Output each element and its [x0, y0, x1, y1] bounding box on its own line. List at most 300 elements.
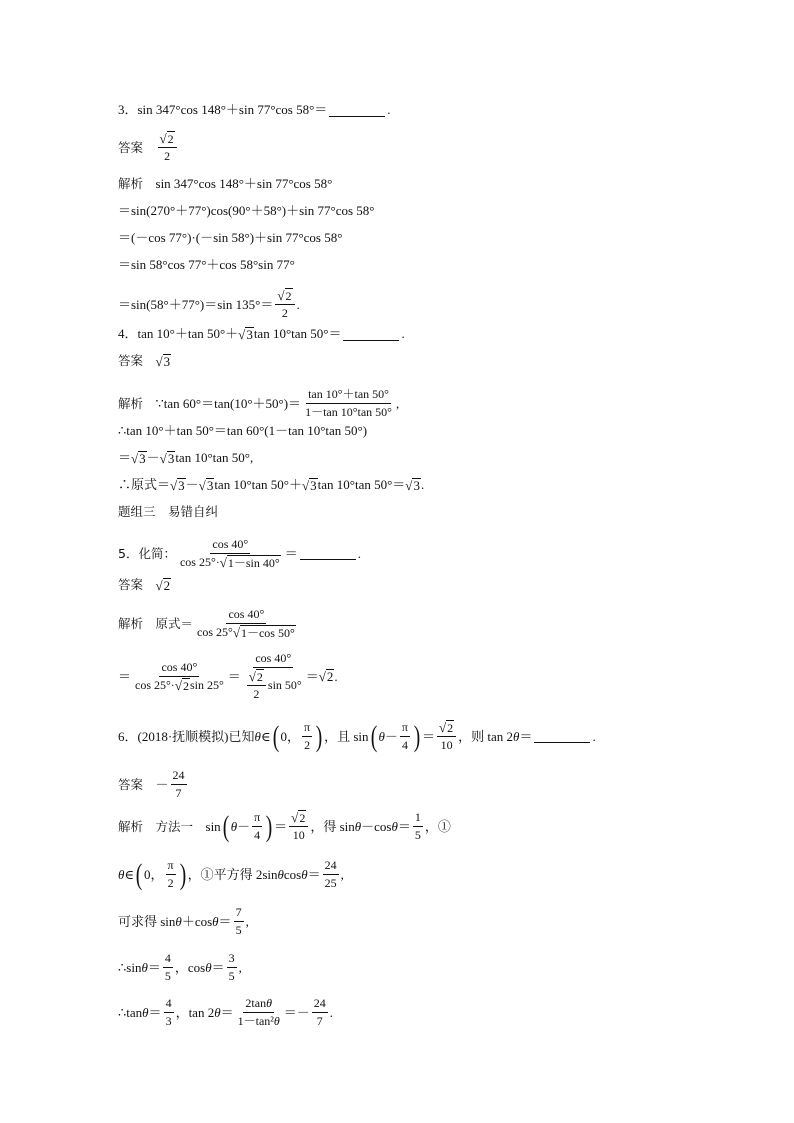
text-run: 答案 [118, 577, 156, 592]
text-run: － [384, 728, 398, 744]
text-run: 5．化简： [118, 545, 176, 561]
problem-5 [118, 537, 754, 570]
radicand: 3 [206, 477, 214, 493]
text-run: 1－tan 10°tan 50° [305, 405, 392, 419]
text-run: ＝sin(270°＋77°)cos(90°＋58°)＋sin 77°cos 58° [118, 203, 375, 218]
text-run: 可求得 sin [118, 913, 176, 929]
problem-3 [118, 102, 754, 118]
fraction-denominator [166, 875, 176, 891]
radicand: 2 [285, 289, 292, 303]
text-run: － [185, 477, 199, 492]
fraction [195, 607, 298, 640]
square-root [291, 810, 306, 825]
fraction-denominator [178, 554, 283, 570]
text-run: ＝ [118, 668, 132, 684]
fraction-numerator [164, 996, 174, 1013]
radical-sign-icon: √ [159, 450, 167, 466]
fraction-denominator [195, 624, 298, 640]
fraction-denominator [251, 686, 261, 702]
fraction [158, 131, 177, 164]
text-run: . [592, 728, 596, 744]
radicand: 3 [246, 326, 253, 342]
radical-sign-icon: √ [155, 353, 163, 369]
math-expression [118, 131, 179, 164]
radicand: 3 [139, 450, 146, 466]
section-heading [118, 504, 754, 520]
text-run: θ [141, 959, 148, 975]
fraction-numerator [400, 720, 410, 737]
analysis-3-3 [118, 230, 754, 246]
text-run: 1 [414, 810, 421, 824]
text-run: θ [214, 1004, 221, 1020]
fraction-numerator [323, 858, 339, 875]
math-expression [118, 858, 344, 891]
text-run: cos 25° [197, 625, 233, 639]
math-expression [118, 450, 253, 466]
analysis-6-5 [118, 996, 754, 1029]
text-run: , [245, 913, 249, 929]
analysis-6-2 [118, 858, 754, 891]
text-run: θ [212, 913, 219, 929]
fraction-numerator [253, 651, 293, 668]
text-run: cos [283, 866, 302, 882]
left-paren-icon: ( [135, 857, 143, 891]
answer-5 [118, 577, 754, 593]
fraction-denominator [243, 668, 304, 702]
text-run: sin 347°cos 148°＋sin 77°cos 58° [155, 176, 333, 191]
text-run: 7 [316, 1014, 323, 1028]
analysis-6-4 [118, 951, 754, 984]
text-run: θ [354, 818, 362, 834]
square-root [439, 720, 454, 735]
radicand: 3 [178, 477, 185, 493]
text-run: 答案 [118, 776, 156, 792]
text-run: . [387, 102, 391, 117]
math-expression [118, 176, 332, 192]
fraction [303, 387, 394, 420]
text-run: θ [205, 959, 212, 975]
fraction [178, 537, 283, 570]
text-run: ∴原式＝ [118, 477, 171, 492]
fraction-numerator [252, 810, 262, 827]
text-run: ∴sin [118, 959, 142, 975]
radicand: 2 [326, 669, 334, 684]
answer-blank [300, 547, 356, 560]
text-run: 0， [280, 728, 301, 744]
fraction [312, 996, 328, 1029]
text-run: θ [391, 818, 398, 834]
text-run: 解析 [118, 176, 156, 191]
fraction-numerator [159, 660, 199, 677]
analysis-3-2 [118, 203, 754, 219]
math-expression [118, 423, 367, 439]
analysis-3-1 [118, 176, 754, 192]
answer-blank [343, 328, 399, 341]
text-run: ∈ [124, 866, 135, 882]
text-run: ＝ [148, 1004, 162, 1020]
fraction-denominator [315, 1013, 325, 1029]
radicand: 2 [163, 577, 171, 593]
fraction [302, 720, 312, 753]
text-run: 5 [414, 828, 421, 842]
math-expression [118, 477, 424, 493]
fraction-numerator [166, 858, 176, 875]
text-run: . [329, 1004, 334, 1020]
text-run: 2 [281, 306, 288, 320]
math-expression [118, 102, 391, 118]
radical-sign-icon: √ [159, 131, 167, 146]
math-expression [118, 504, 218, 520]
text-run: , [238, 959, 242, 975]
fraction [275, 288, 294, 321]
left-paren-icon: ( [222, 809, 229, 843]
fraction-denominator [323, 875, 339, 891]
fraction-numerator [163, 951, 173, 968]
math-expression [118, 768, 189, 801]
analysis-5-2 [118, 651, 754, 702]
text-run: ∴tan [118, 1004, 143, 1020]
text-run: 10 [292, 828, 305, 842]
radical-sign-icon: √ [301, 477, 310, 493]
fraction-numerator [226, 607, 266, 624]
right-paren-icon: ) [413, 719, 421, 753]
text-run: 25 [324, 876, 337, 890]
text-run: 4 [164, 951, 171, 965]
fraction [164, 996, 174, 1029]
text-run: ，tan 2 [175, 1004, 215, 1020]
fraction-denominator [236, 1013, 282, 1029]
text-run: sin [205, 818, 221, 834]
text-run: θ [118, 866, 125, 882]
fraction-denominator [439, 737, 455, 753]
text-run: 4 [165, 996, 172, 1010]
math-expression [118, 326, 405, 342]
fraction-numerator [312, 996, 328, 1013]
text-run: 7 [175, 786, 182, 800]
answer-blank [329, 104, 385, 117]
radicand: 1－sin 40° [227, 556, 280, 570]
fraction [400, 720, 410, 753]
radical-sign-icon: √ [318, 669, 326, 684]
fraction-numerator [275, 288, 294, 305]
text-run: － [146, 450, 160, 465]
radicand: 2 [182, 679, 189, 693]
text-run: 5 [164, 969, 171, 983]
fraction-numerator [302, 720, 312, 737]
text-run: ＝ [218, 913, 232, 929]
text-run: 24 [172, 768, 185, 782]
text-run: θ [142, 1004, 149, 1020]
radical-sign-icon: √ [155, 577, 163, 593]
text-run: 4 [401, 738, 408, 752]
text-run: cos 25°· [135, 678, 175, 692]
fraction-denominator [133, 677, 226, 693]
text-run: ＝－ [283, 1004, 310, 1020]
square-root [175, 678, 190, 693]
text-run: 0， [144, 866, 164, 882]
text-run: θ [175, 913, 182, 929]
text-run: π [254, 810, 261, 824]
text-run: . [420, 477, 425, 492]
math-expression [118, 537, 361, 570]
text-run: tan 10°tan 50°＝ [317, 477, 406, 492]
answer-3 [118, 131, 754, 164]
radical-sign-icon: √ [174, 678, 182, 693]
text-run: ＝ [227, 668, 241, 684]
analysis-6-3 [118, 905, 754, 938]
text-run: π [167, 858, 174, 872]
radicand: 2 [256, 670, 263, 684]
fraction [166, 858, 176, 891]
text-run: tan 10°tan 50°＝ [253, 326, 342, 341]
text-run: 2 [253, 687, 260, 701]
text-run: ＝ [220, 1004, 234, 1020]
math-expression [118, 577, 171, 593]
text-run: 24 [324, 858, 337, 872]
text-run: ，且 sin [324, 728, 369, 744]
analysis-4-4 [118, 477, 754, 493]
square-root [156, 354, 172, 369]
text-run: ∈ [260, 728, 271, 744]
text-run: 5 [235, 923, 242, 937]
fraction-numerator [437, 720, 456, 737]
math-expression [118, 951, 242, 984]
square-root [170, 478, 186, 493]
text-run: θ [273, 1014, 280, 1028]
text-run: . [296, 296, 300, 312]
radical-sign-icon: √ [198, 477, 206, 493]
text-run: 4 [254, 828, 261, 842]
right-paren-icon: ) [179, 857, 186, 891]
fraction-denominator [234, 922, 244, 938]
fraction-numerator [413, 810, 423, 827]
text-run: 3 [165, 1014, 172, 1028]
text-run: ＝(－cos 77°)·(－sin 58°)＋sin 77°cos 58° [118, 230, 343, 245]
text-run: tan 10°tan 50°, [175, 450, 254, 465]
text-run: ，① [424, 818, 451, 834]
text-run: θ [513, 728, 520, 744]
fraction-numerator [227, 951, 237, 968]
answer-6 [118, 768, 754, 801]
square-root [220, 555, 281, 570]
square-root [302, 478, 318, 493]
text-run: . [401, 326, 405, 341]
text-run: ，得 sin [310, 818, 355, 834]
fraction [243, 651, 304, 702]
analysis-4-1 [118, 387, 754, 420]
fraction [133, 660, 226, 693]
square-root [131, 451, 147, 466]
text-run: － [155, 776, 169, 792]
fraction-denominator [162, 148, 172, 164]
text-run: θ [266, 996, 272, 1010]
radical-sign-icon: √ [232, 625, 240, 640]
text-run: 2 [164, 149, 171, 163]
text-run: π [401, 720, 408, 734]
fraction-denominator [164, 1013, 174, 1029]
math-expression [118, 651, 338, 702]
text-run: ＝ [421, 728, 435, 744]
square-root [160, 451, 176, 466]
text-run: ＝sin 58°cos 77°＋cos 58°sin 77° [118, 257, 295, 272]
text-run: cos 40° [228, 607, 265, 621]
text-run: ∴tan 10°＋tan 50°＝tan 60°(1－tan 10°tan 50°) [118, 423, 368, 438]
fraction-denominator [227, 968, 237, 984]
text-run: 2 [167, 876, 174, 890]
fraction-numerator [289, 810, 308, 827]
text-run: cos 40° [255, 651, 292, 665]
text-run: θ [277, 866, 284, 882]
fraction [289, 810, 308, 843]
text-run: 3 [228, 951, 235, 965]
text-run: sin 50° [267, 678, 302, 692]
radical-sign-icon: √ [405, 477, 413, 493]
analysis-4-3 [118, 450, 754, 466]
math-expression [118, 905, 249, 938]
math-expression [118, 257, 295, 273]
square-root [277, 288, 292, 303]
math-expression [118, 353, 171, 369]
fraction [171, 768, 187, 801]
left-paren-icon: ( [272, 719, 279, 753]
text-run: 解析 原式＝ [118, 615, 194, 631]
answer-blank [534, 730, 590, 743]
radical-sign-icon: √ [291, 810, 299, 825]
text-run: ，①平方得 2sin [187, 866, 278, 882]
square-root [199, 478, 215, 493]
text-run: 3．sin 347°cos 148°＋sin 77°cos 58°＝ [118, 102, 328, 117]
fraction-numerator [234, 905, 244, 922]
text-run: 5 [228, 969, 235, 983]
text-run: ＝ [519, 728, 533, 744]
fraction-numerator [171, 768, 187, 785]
math-expression [118, 996, 333, 1029]
analysis-5-1 [118, 607, 754, 640]
text-run: ＝ [211, 959, 225, 975]
radicand: 2 [299, 811, 306, 825]
radical-sign-icon: √ [248, 669, 256, 684]
fraction [236, 996, 282, 1029]
text-run: , [340, 866, 344, 882]
text-run: θ [230, 818, 238, 834]
answer-4 [118, 353, 754, 369]
text-run: cos 40° [161, 660, 198, 674]
text-run: sin 25° [189, 678, 224, 692]
text-run: ∵tan 60°＝tan(10°＋50°)＝ [155, 395, 302, 411]
square-root [233, 625, 296, 640]
text-run: 1－tan² [237, 1014, 274, 1028]
fraction-denominator [291, 827, 307, 843]
fraction [323, 858, 339, 891]
analysis-3-5 [118, 288, 754, 321]
square-root [405, 478, 421, 493]
text-run: ＝ [274, 818, 288, 834]
text-run: θ [301, 866, 308, 882]
left-paren-icon: ( [370, 719, 377, 753]
text-run: ，则 tan 2 [458, 728, 514, 744]
text-run: －cos [361, 818, 392, 834]
fraction-numerator [306, 387, 391, 404]
text-run: cos 25°· [179, 555, 220, 569]
text-run: . [334, 668, 338, 684]
math-expression [118, 387, 399, 420]
fraction-numerator [243, 996, 274, 1013]
fraction-denominator [252, 827, 262, 843]
right-paren-icon: ) [265, 809, 273, 843]
text-run: , [395, 395, 400, 411]
fraction-denominator [302, 737, 312, 753]
text-run: ＝ [397, 818, 411, 834]
fraction-denominator [174, 785, 184, 801]
fraction [437, 720, 456, 753]
radical-sign-icon: √ [131, 450, 139, 466]
text-run: 答案 [118, 139, 156, 155]
radical-sign-icon: √ [170, 477, 178, 493]
right-paren-icon: ) [315, 719, 323, 753]
text-run: 7 [235, 905, 242, 919]
text-run: － [237, 818, 251, 834]
radicand: 3 [163, 353, 171, 369]
fraction [252, 810, 262, 843]
text-run: π [304, 720, 311, 734]
text-run: tan 10°＋tan 50° [308, 387, 389, 401]
analysis-6-1 [118, 810, 754, 843]
math-expression [118, 230, 342, 246]
text-run: 答案 [118, 353, 156, 368]
analysis-3-4 [118, 257, 754, 273]
text-run: 10 [440, 738, 453, 752]
text-run: 24 [313, 996, 326, 1010]
radicand: 1－cos 50° [240, 626, 295, 640]
fraction-denominator [400, 737, 410, 753]
text-run: 解析 方法一 [118, 818, 206, 834]
math-expression [118, 810, 451, 843]
square-root [238, 327, 254, 342]
fraction-numerator [247, 669, 266, 686]
fraction-denominator [413, 827, 423, 843]
text-run: θ [254, 728, 261, 744]
text-run: 4．tan 10°＋tan 50°＋ [118, 326, 239, 341]
radicand: 2 [447, 721, 454, 735]
problem-6 [118, 720, 754, 753]
fraction [413, 810, 423, 843]
analysis-4-2 [118, 423, 754, 439]
text-run: 题组三 易错自纠 [118, 504, 219, 519]
radicand: 3 [310, 477, 317, 493]
fraction [234, 905, 244, 938]
text-run: ＝ [118, 450, 132, 465]
math-expression [118, 288, 300, 321]
text-run: ，cos [174, 959, 206, 975]
text-run: 2 [304, 738, 311, 752]
text-run: ＋cos [181, 913, 213, 929]
fraction-denominator [280, 305, 290, 321]
square-root [318, 668, 338, 684]
fraction-numerator [158, 131, 177, 148]
text-run: ＝sin(58°＋77°)＝sin 135°＝ [118, 296, 274, 312]
text-run: ＝ [147, 959, 161, 975]
radicand: 3 [413, 477, 420, 493]
square-root [160, 131, 175, 146]
text-run: θ [378, 728, 385, 744]
radical-sign-icon: √ [439, 720, 447, 735]
text-run: ＝ [305, 668, 319, 684]
text-run: tan 10°tan 50°＋ [214, 477, 302, 492]
fraction-numerator [210, 537, 250, 554]
math-expression [118, 607, 300, 640]
radical-sign-icon: √ [277, 288, 285, 303]
math-expression [118, 203, 375, 219]
